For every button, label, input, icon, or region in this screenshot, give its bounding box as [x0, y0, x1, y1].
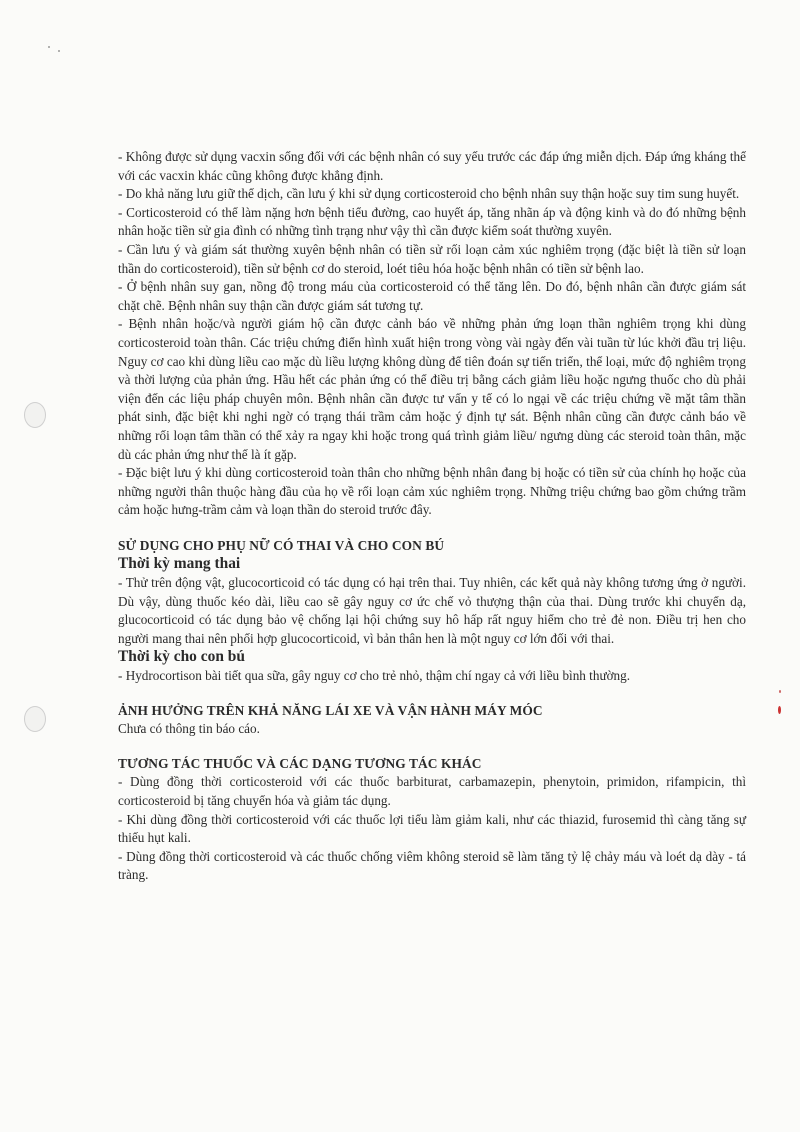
precautions-section: [118, 148, 746, 520]
scan-speck: [58, 50, 60, 52]
paragraph: - Cần lưu ý và giám sát thường xuyên bệnh nhân có tiền sử rối loạn cảm xúc nghiêm trọng (đặc biệt là tiền sử loạn thần do corticosteroid), tiền sử bệnh cơ do steroid, loét tiêu hóa hoặc bệnh nhân có tiền sử bệnh lao.: [118, 241, 746, 276]
paragraph: - Dùng đồng thời corticosteroid và các thuốc chống viêm không steroid sẽ làm tăng tỷ lệ chảy máu và loét dạ dày - tá tràng.: [118, 848, 746, 883]
punch-hole-bottom: [24, 706, 46, 732]
scan-speck: [48, 46, 50, 48]
interactions-section: [118, 755, 746, 885]
paragraph: - Đặc biệt lưu ý khi dùng corticosteroid toàn thân cho những bệnh nhân đang bị hoặc có tiền sử của chính họ hoặc của những người thân thuộc hàng đầu của họ về rối loạn cảm xúc nghiêm trọng. Những triệu chứng bao gồm chứng trầm cảm hoặc hưng-trầm cảm và loạn thần do steroid trước đây.: [118, 465, 746, 518]
sub-heading: Thời kỳ mang thai: [118, 555, 241, 573]
paragraph: - Thử trên động vật, glucocorticoid có tác dụng có hại trên thai. Tuy nhiên, các kết quả này không tương ứng ở người. Dù vậy, dùng thuốc kéo dài, liều cao sẽ gây nguy cơ ức chế vỏ thượng thận của thai. Dùng trước khi chuyển dạ, glucocorticoid có tác dụng bảo vệ chống lại hội chứng suy hô hấp rất nguy hiểm cho trẻ đẻ non. Điều trị hen cho người mang thai nên phối hợp glucocorticoid, vì bản thân hen là một nguy cơ lớn đối với thai.: [118, 575, 746, 646]
document-body: [118, 148, 746, 885]
punch-hole-top: [24, 402, 46, 428]
section-heading: TƯƠNG TÁC THUỐC VÀ CÁC DẠNG TƯƠNG TÁC KHÁC: [118, 755, 482, 771]
sub-heading: Thời kỳ cho con bú: [118, 648, 245, 666]
driving-section: [118, 702, 746, 739]
scan-speck: [778, 706, 781, 714]
scan-speck: [779, 690, 781, 693]
paragraph: - Bệnh nhân hoặc/và người giám hộ cần được cảnh báo về những phản ứng loạn thần nghiêm trọng khi dùng corticosteroid toàn thân. Các triệu chứng điển hình xuất hiện trong vòng vài ngày đến vài tuần từ lúc khởi đầu trị liệu. Nguy cơ cao khi dùng liều cao mặc dù liều lượng không dùng để tiên đoán sự tiến triển, thể loại, mức độ nghiêm trọng và thời lượng của phản ứng. Hầu hết các phản ứng có thể điều trị bằng cách giảm liều hoặc ngưng thuốc cho dù phải viện đến các liệu pháp chuyên môn. Bệnh nhân cần được tư vấn y tế có lo ngại về các triệu chứng về mặt tâm thần phát sinh, đặc biệt khi nghi ngờ có trạng thái trầm cảm hoặc ý định tự sát. Bệnh nhân cũng cần được cảnh báo về những rối loạn tâm thần có thể xảy ra ngay khi hoặc trong quá trình giảm liều/ ngưng dùng các steroid toàn thân, mặc dù các phản ứng như thế là ít gặp.: [118, 316, 746, 462]
paragraph: - Không được sử dụng vacxin sống đối với các bệnh nhân có suy yếu trước các đáp ứng miễn dịch. Đáp ứng kháng thể với các vacxin khác cũng không được khẳng định.: [118, 149, 746, 183]
pregnancy-section: [118, 537, 746, 686]
section-heading: SỬ DỤNG CHO PHỤ NỮ CÓ THAI VÀ CHO CON BÚ: [118, 537, 445, 553]
paragraph: - Dùng đồng thời corticosteroid với các thuốc barbiturat, carbamazepin, phenytoin, primidon, rifampicin, thì corticosteroid bị tăng chuyển hóa và giảm tác dụng.: [118, 774, 746, 808]
paragraph: - Do khả năng lưu giữ thể dịch, cần lưu ý khi sử dụng corticosteroid cho bệnh nhân suy thận hoặc suy tim sung huyết.: [118, 186, 740, 202]
section-heading: ẢNH HƯỞNG TRÊN KHẢ NĂNG LÁI XE VÀ VẬN HÀNH MÁY MÓC: [118, 702, 543, 718]
paragraph: - Hydrocortison bài tiết qua sữa, gây nguy cơ cho trẻ nhỏ, thậm chí ngay cả với liều bình thường.: [118, 668, 631, 684]
paragraph: - Ở bệnh nhân suy gan, nồng độ trong máu của corticosteroid có thể tăng lên. Do đó, bệnh nhân cần được giám sát chặt chẽ. Bệnh nhân suy thận cần được giám sát tương tự.: [118, 279, 746, 313]
paragraph: - Khi dùng đồng thời corticosteroid với các thuốc lợi tiểu làm giảm kali, như các thiazid, furosemid thì càng tăng sự thiếu hụt kali.: [118, 811, 746, 846]
paragraph: Chưa có thông tin báo cáo.: [118, 721, 260, 737]
paragraph: - Corticosteroid có thể làm nặng hơn bệnh tiểu đường, cao huyết áp, tăng nhãn áp và động kinh và do đó những bệnh nhân hoặc tiền sử gia đình có những tình trạng như vậy thì cần được kiểm soát thường xuyên.: [118, 204, 746, 239]
